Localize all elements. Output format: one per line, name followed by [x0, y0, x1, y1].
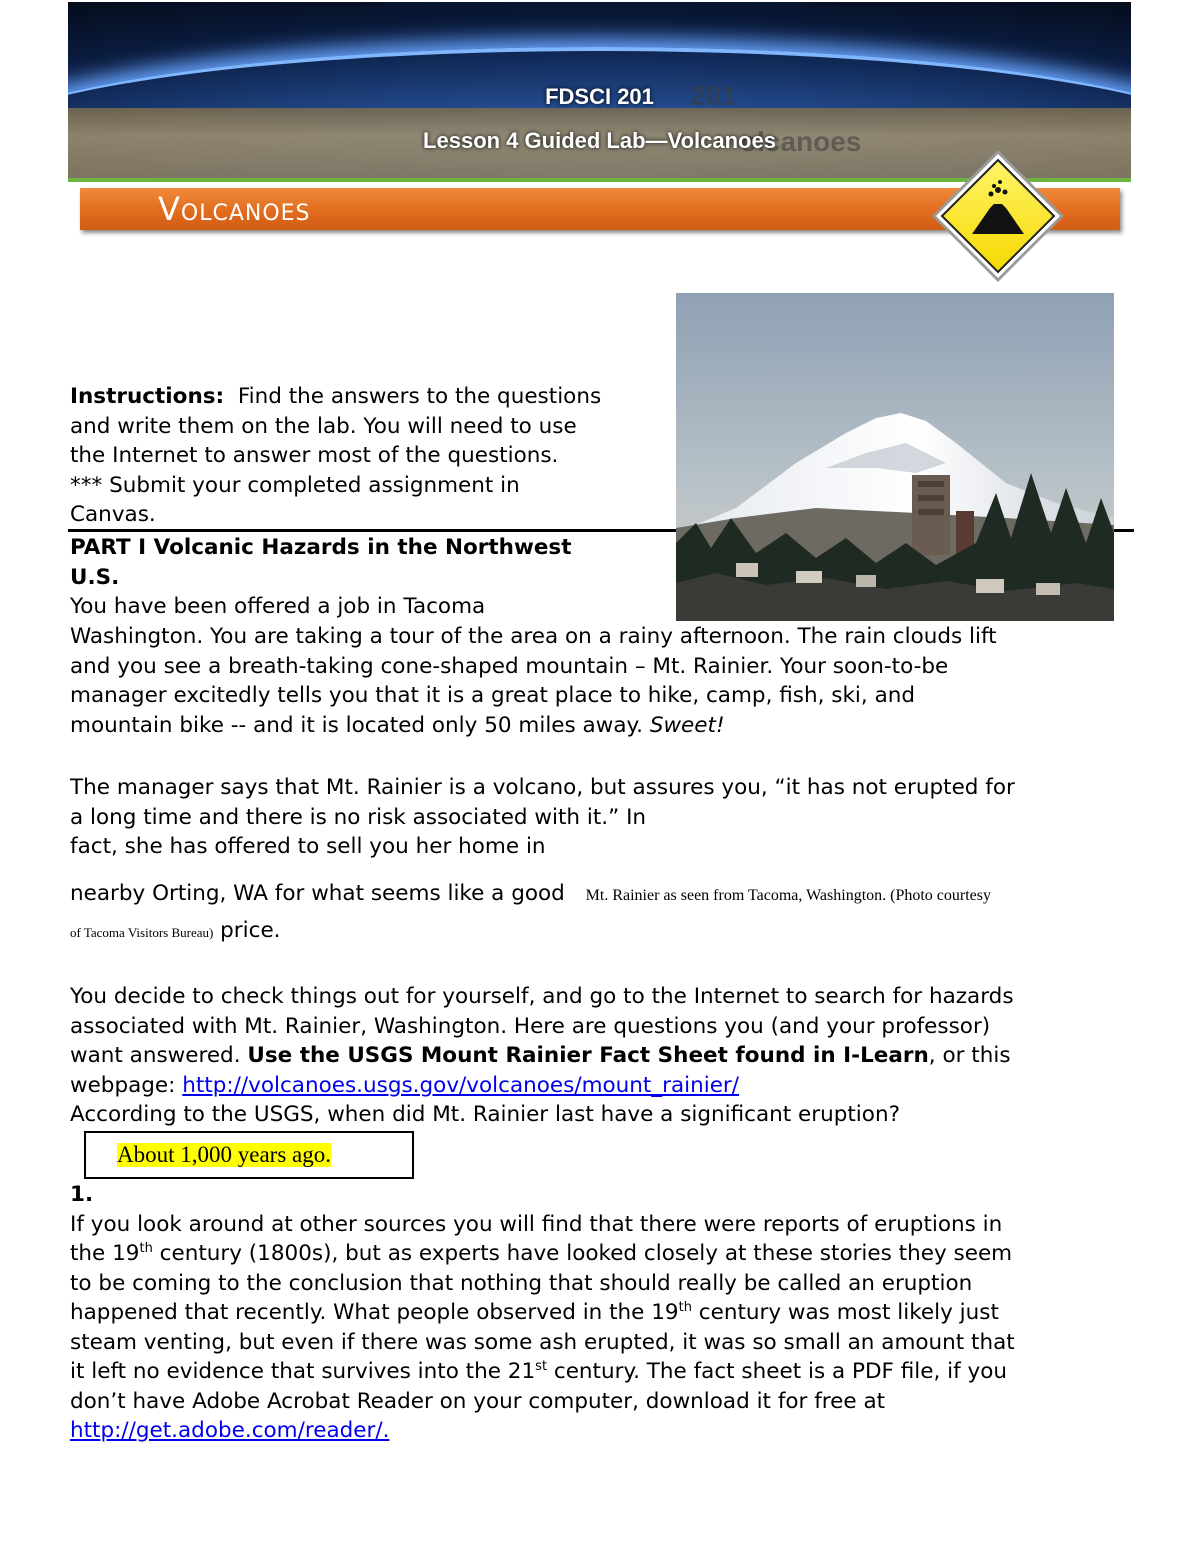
paragraph-line: want answered. — [70, 1043, 248, 1068]
instructions-label: Instructions: — [70, 384, 225, 409]
paragraph-2-caption-line — [70, 879, 1170, 911]
superscript: th — [678, 1299, 692, 1315]
paragraph-4 — [70, 1180, 1150, 1446]
paragraph-line: manager excitedly tells you that it is a great place to hike, camp, fish, ski, and — [70, 683, 916, 708]
superscript: th — [139, 1240, 153, 1256]
lesson-title: Lesson 4 Guided Lab—Volcanoes — [423, 128, 776, 153]
photo-caption: Mt. Rainier as seen from Tacoma, Washington. (Photo courtesy — [585, 887, 992, 904]
instructions-line: *** Submit your completed assignment in — [70, 472, 520, 498]
paragraph-line: and you see a breath-taking cone-shaped mountain – Mt. Rainier. Your soon-to-be — [70, 653, 949, 679]
paragraph-line: century. The fact sheet is a PDF file, if you — [547, 1359, 1008, 1384]
volcano-hazard-icon — [928, 146, 1068, 286]
paragraph-line: century was most likely just — [691, 1300, 999, 1325]
part1-heading-line: PART I Volcanic Hazards in the Northwest — [70, 535, 572, 560]
course-title: FDSCI 201 — [545, 84, 654, 109]
instructions-block — [70, 382, 670, 530]
sweet-text: Sweet! — [649, 712, 725, 738]
superscript: st — [535, 1358, 548, 1374]
paragraph-line: fact, she has offered to sell you her home in — [70, 834, 546, 859]
horizontal-rule — [1114, 529, 1134, 532]
paragraph-line: You have been offered a job in Tacoma — [70, 594, 486, 619]
paragraph-3 — [70, 982, 1150, 1130]
instructions-line: Find the answers to the questions — [237, 384, 602, 409]
question-text: According to the USGS, when did Mt. Rainier last have a significant eruption? — [70, 1102, 900, 1127]
photo-caption: of Tacoma Visitors Bureau) — [70, 925, 214, 940]
mt-rainier-photo — [676, 293, 1114, 621]
fact-sheet-instruction: Use the USGS Mount Rainier Fact Sheet found in I-Learn — [247, 1043, 929, 1068]
section-title: Volcanoes — [158, 190, 311, 228]
paragraph-line: steam venting, but even if there was some ash erupted, it was so small an amount that — [70, 1329, 1015, 1355]
instructions-line: Canvas. — [70, 502, 156, 527]
paragraph-line: The manager says that Mt. Rainier is a volcano, but assures you, “it has not erupted for — [70, 775, 1015, 800]
paragraph-line: to be coming to the conclusion that nothing that should really be called an eruption — [70, 1270, 973, 1296]
answer-text: About 1,000 years ago. — [117, 1142, 331, 1167]
paragraph-line: century (1800s), but as experts have looked closely at these stories they seem — [152, 1241, 1013, 1266]
paragraph-line: associated with Mt. Rainier, Washington. Here are questions you (and your professor) — [70, 1013, 991, 1039]
paragraph-line: don’t have Adobe Acrobat Reader on your computer, download it for free at — [70, 1388, 886, 1414]
price-text: price. — [213, 918, 281, 943]
paragraph-line: You decide to check things out for yourself, and go to the Internet to search for hazards — [70, 984, 1014, 1009]
paragraph-line: happened that recently. What people observed in the 19 — [70, 1300, 679, 1325]
instructions-line: and write them on the lab. You will need to use — [70, 413, 577, 439]
paragraph-line: mountain bike -- and it is located only 50 miles away. — [70, 712, 650, 738]
instructions-line: the Internet to answer most of the questions. — [70, 443, 559, 468]
adobe-link[interactable]: http://get.adobe.com/reader/. — [70, 1418, 390, 1443]
part1-heading — [70, 533, 670, 622]
usgs-link[interactable]: http://volcanoes.usgs.gov/volcanoes/mount_rainier/ — [182, 1072, 740, 1098]
caption-price-line — [70, 916, 281, 948]
paragraph-2 — [70, 773, 1150, 862]
paragraph-line: a long time and there is no risk associated with it.” In — [70, 804, 647, 830]
paragraph-1 — [70, 622, 1150, 740]
question-number: 1. — [70, 1182, 94, 1207]
paragraph-line: If you look around at other sources you will find that there were reports of eruptions in — [70, 1211, 1003, 1237]
paragraph-line: , or this — [928, 1043, 1011, 1068]
horizontal-rule — [68, 529, 676, 532]
answer-box[interactable] — [84, 1131, 414, 1179]
paragraph-line: nearby Orting, WA for what seems like a good — [70, 881, 565, 906]
part1-heading-line: U.S. — [70, 564, 120, 590]
paragraph-line: the 19 — [70, 1241, 140, 1266]
ghost-lesson-text: olcanoes — [740, 126, 862, 157]
paragraph-line: it left no evidence that survives into the 21 — [70, 1359, 536, 1384]
paragraph-line: Washington. You are taking a tour of the area on a rainy afternoon. The rain clouds lift — [70, 624, 997, 649]
paragraph-line: webpage: — [70, 1072, 183, 1098]
ghost-course-text: 201 — [690, 80, 737, 111]
